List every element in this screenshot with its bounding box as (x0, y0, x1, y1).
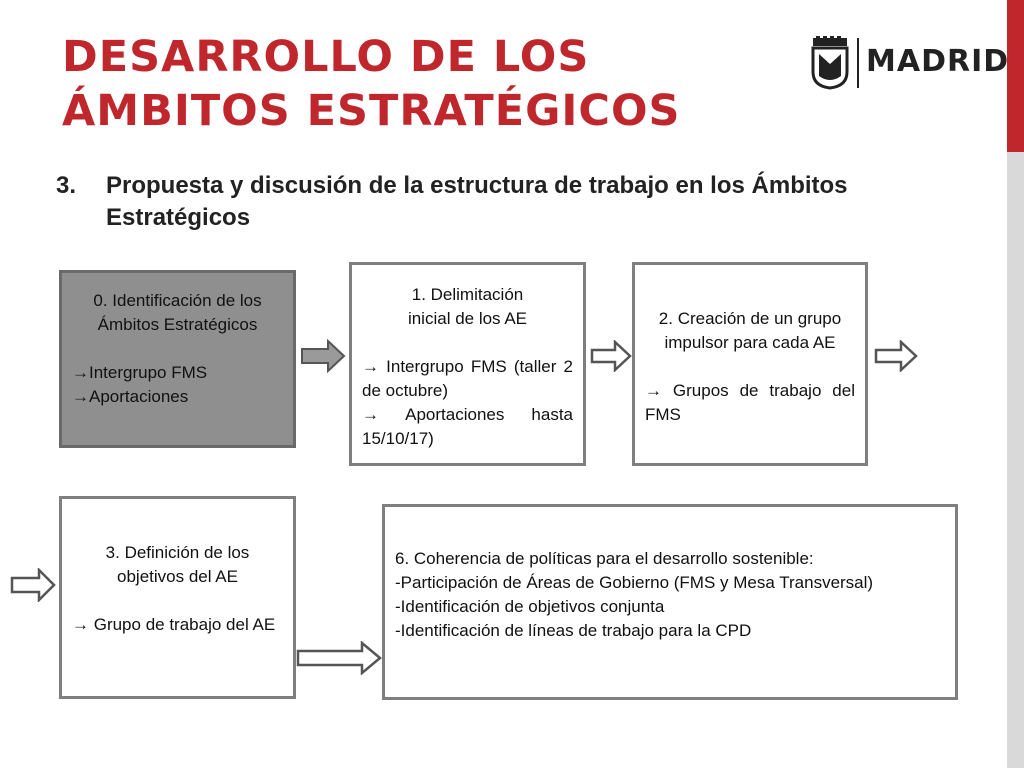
title-line-2: ÁMBITOS ESTRATÉGICOS (62, 86, 681, 136)
madrid-logo-text: MADRID (866, 44, 1010, 79)
step-6-item-2: -Identificación de objetivos conjunta (395, 597, 665, 616)
accent-bar-red (1007, 0, 1024, 152)
slide-title (62, 30, 762, 138)
step-6-item-3: -Identificación de líneas de trabajo para la CPD (395, 621, 752, 640)
step-box-0 (59, 270, 296, 448)
step-6-item-1: -Participación de Áreas de Gobierno (FMS y Mesa Transversal) (395, 573, 874, 592)
arrow-right-icon (296, 641, 382, 675)
section-text: Propuesta y discusión de la estructura de trabajo en los Ámbitos Estratégicos (106, 172, 848, 231)
step-3-item-1: → Grupo de trabajo del AE (72, 615, 276, 634)
arrow-right-icon (10, 568, 56, 602)
accent-bar-gray (1007, 152, 1024, 768)
step-2-title: 2. Creación de un grupo impulsor para cada AE (658, 309, 842, 352)
step-2-item-1: → Grupos de trabajo del FMS (645, 381, 855, 424)
step-1-item-2: → Aportaciones hasta 15/10/17) (362, 405, 573, 448)
step-1-title: 1. Delimitación inicial de los AE (407, 285, 528, 328)
step-0-title: 0. Identificación de los Ámbitos Estratégicos (93, 291, 262, 334)
arrow-right-icon (590, 340, 632, 372)
section-number: 3. (56, 172, 77, 199)
step-1-item-1: → Intergrupo FMS (taller 2 de octubre) (362, 357, 573, 400)
step-0-item-2: →Aportaciones (72, 387, 189, 406)
step-box-6 (382, 504, 958, 700)
step-6-title: 6. Coherencia de políticas para el desarrollo sostenible: (395, 549, 814, 568)
arrow-right-icon (300, 339, 346, 373)
step-box-3 (59, 496, 296, 699)
step-box-2 (632, 262, 868, 466)
step-box-1 (349, 262, 586, 466)
step-3-title: 3. Definición de los objetivos del AE (105, 543, 250, 586)
arrow-right-icon (874, 340, 918, 372)
title-line-1: DESARROLLO DE LOS (62, 32, 590, 82)
step-0-item-1: →Intergrupo FMS (72, 363, 208, 382)
madrid-coat-of-arms-icon (813, 36, 847, 88)
